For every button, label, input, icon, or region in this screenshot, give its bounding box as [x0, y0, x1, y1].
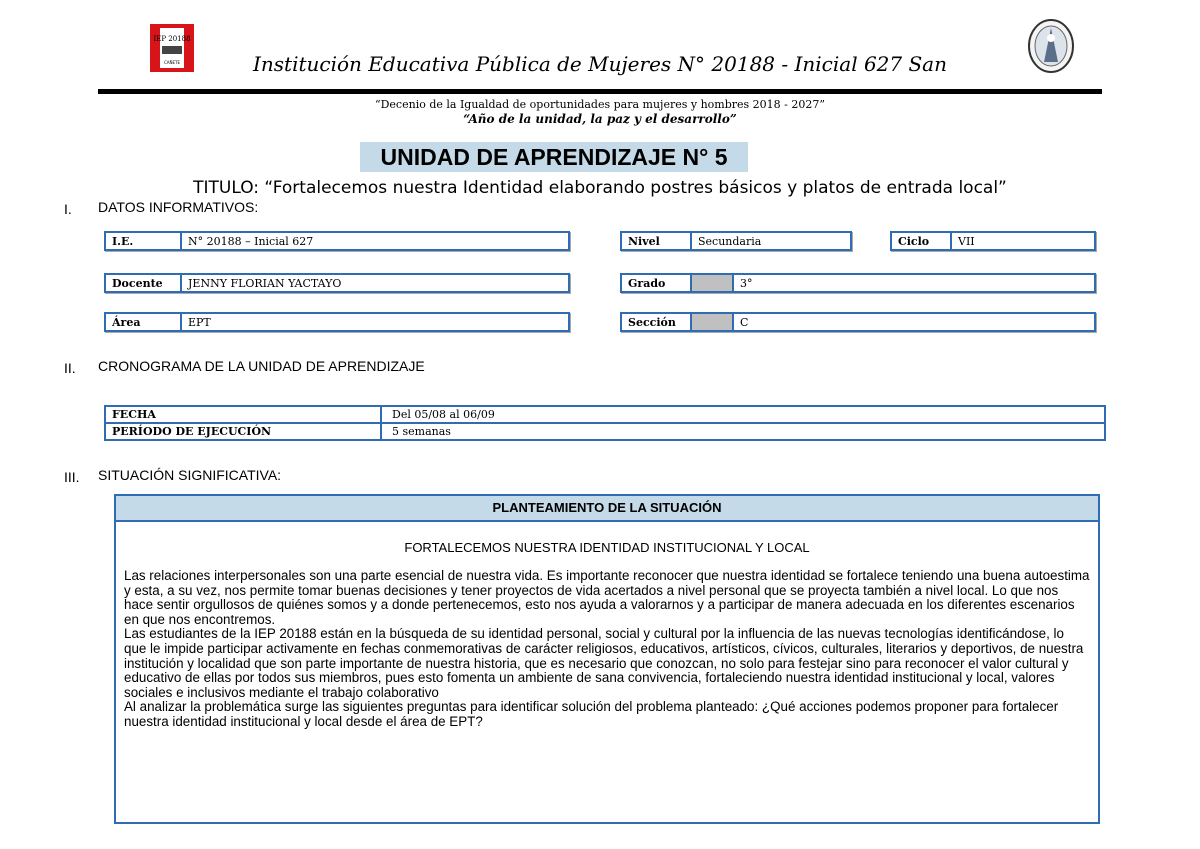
fecha-label: FECHA — [106, 407, 382, 422]
table-row — [106, 422, 1104, 439]
section-2-number: II. — [64, 360, 76, 376]
ie-label: I.E. — [106, 233, 182, 249]
docente-value: JENNY FLORIAN YACTAYO — [188, 276, 342, 290]
area-label: Área — [106, 314, 182, 330]
periodo-value: 5 semanas — [392, 425, 451, 438]
grado-value: 3° — [740, 276, 753, 290]
schedule-table — [104, 405, 1106, 441]
docente-field — [104, 273, 570, 293]
ciclo-label: Ciclo — [892, 233, 952, 249]
periodo-label: PERÍODO DE EJECUCIÓN — [106, 424, 382, 439]
situation-paragraph-1: Las relaciones interpersonales son una parte esencial de nuestra vida. Es importante reconocer que nuestra identidad se fortalece teniendo una buena autoestima y esta, a su vez, nos permite tomar buenas decisiones y tener proyectos de vida acertados a nivel personal que se proyecta también a nivel local. Lo que nos hace sentir orgullosos de quiénes somos y a donde pertenecemos, esto nos ayuda a valorarnos y a participar de manera adecuada en los diferentes escenarios en que nos encontremos. — [124, 568, 1090, 627]
unit-title: UNIDAD DE APRENDIZAJE N° 5 — [360, 142, 748, 172]
decade-motto: “Decenio de la Igualdad de oportunidades para mujeres y hombres 2018 - 2027” — [374, 98, 826, 111]
table-row — [106, 407, 1104, 422]
logo-left-text-bottom: CAÑETE — [163, 60, 181, 65]
school-title: Institución Educativa Pública de Mujeres N° 20188 - Inicial 627 San — [253, 52, 947, 76]
section-1-title: DATOS INFORMATIVOS: — [98, 199, 259, 215]
grado-field — [620, 273, 1096, 293]
section-1-number: I. — [64, 201, 72, 217]
situation-body — [124, 569, 1090, 730]
seccion-field — [620, 312, 1096, 332]
ciclo-value: VII — [958, 234, 975, 248]
situation-subtitle: FORTALECEMOS NUESTRA IDENTIDAD INSTITUCIONAL Y LOCAL — [404, 540, 810, 555]
logo-left-text: IEP 20188 — [153, 35, 191, 43]
ciclo-field — [890, 231, 1096, 251]
nivel-field — [620, 231, 852, 251]
situation-paragraph-3: Al analizar la problemática surge las siguientes preguntas para identificar solución del problema planteado: ¿Qué acciones podemos proponer para fortalecer nuestra identidad institucional y local desde el área de EPT? — [124, 699, 1059, 729]
ie-value: N° 20188 – Inicial 627 — [188, 234, 314, 248]
nivel-label: Nivel — [622, 233, 692, 249]
area-value: EPT — [188, 315, 211, 329]
header-divider — [98, 89, 1102, 94]
ie-field — [104, 231, 570, 251]
grado-grey-cell — [692, 275, 734, 291]
fecha-value: Del 05/08 al 06/09 — [392, 408, 495, 421]
seccion-label: Sección — [622, 314, 692, 330]
situation-header: PLANTEAMIENTO DE LA SITUACIÓN — [116, 496, 1098, 522]
year-motto: “Año de la unidad, la paz y el desarrollo” — [463, 112, 737, 126]
school-logo-right — [1026, 18, 1076, 74]
seccion-value: C — [740, 315, 749, 329]
seccion-grey-cell — [692, 314, 734, 330]
docente-label: Docente — [106, 275, 182, 291]
situation-box — [114, 494, 1100, 824]
area-field — [104, 312, 570, 332]
school-logo-left — [150, 24, 194, 72]
grado-label: Grado — [622, 275, 692, 291]
situation-paragraph-2: Las estudiantes de la IEP 20188 están en la búsqueda de su identidad personal, social y cultural por la influencia de las nuevas tecnologías identificándose, lo que le impide participar activamente en fechas conmemorativas de carácter religiosos, educativos, artísticos, cívicos, culturales, literarios y deportivos, de nuestra institución y localidad que son parte importante de nuestra historia, que es necesario que conozcan, no solo para festejar sino para reconocer el valor cultural y educativo de ellas por todos sus miembros, pues esto fomenta un ambiente de sana convivencia, fortaleciendo nuestra identidad institucional y local, valores sociales e inclusivos mediante el trabajo colaborativo — [124, 626, 1084, 700]
section-3-number: III. — [64, 469, 80, 485]
section-3-title: SITUACIÓN SIGNIFICATIVA: — [98, 467, 282, 483]
nivel-value: Secundaria — [698, 234, 762, 248]
section-2-title: CRONOGRAMA DE LA UNIDAD DE APRENDIZAJE — [98, 358, 425, 374]
unit-subtitle: TITULO: “Fortalecemos nuestra Identidad elaborando postres básicos y platos de entrada local” — [193, 178, 1007, 198]
